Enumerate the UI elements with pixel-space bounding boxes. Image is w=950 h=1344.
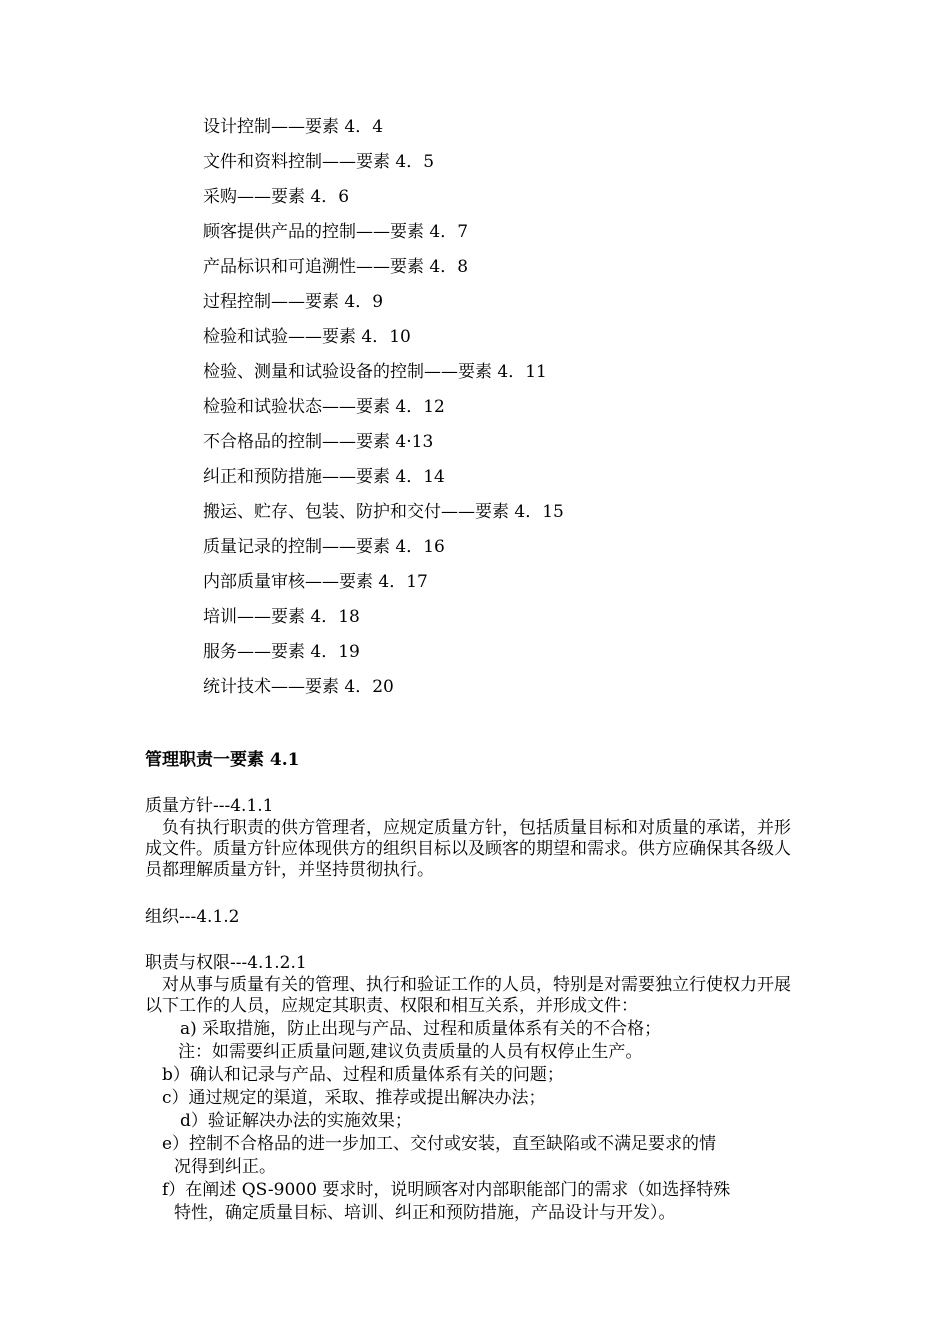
quality-policy-paragraph [145, 818, 805, 881]
responsibility-heading: 职责与权限---4.1.2.1 [145, 953, 307, 973]
responsibility-paragraph [145, 975, 805, 1017]
list-item: 不合格品的控制——要素 4·13 [203, 432, 434, 452]
list-item-b: b）确认和记录与产品、过程和质量体系有关的问题； [162, 1065, 564, 1085]
list-item: 顾客提供产品的控制——要素 4．7 [203, 222, 469, 242]
list-item: 培训——要素 4．18 [203, 607, 360, 627]
list-item: 检验和试验状态——要素 4．12 [203, 397, 445, 417]
list-item: 产品标识和可追溯性——要素 4．8 [203, 257, 469, 277]
section-title: 管理职责一要素 4.1 [145, 750, 300, 770]
element-list [203, 113, 564, 708]
list-item: 过程控制——要素 4．9 [203, 292, 384, 312]
list-item-f: f）在阐述 QS-9000 要求时，说明顾客对内部职能部门的需求（如选择特殊 [162, 1180, 731, 1200]
list-item: 采购——要素 4．6 [203, 187, 350, 207]
list-item-e-continued: 况得到纠正。 [174, 1157, 276, 1177]
note-text: 注：如需要纠正质量问题,建议负责质量的人员有权停止生产。 [178, 1042, 643, 1062]
list-item: 检验、测量和试验设备的控制——要素 4．11 [203, 362, 547, 382]
list-item-e: e）控制不合格品的进一步加工、交付或安装，直至缺陷或不满足要求的情 [162, 1134, 717, 1154]
list-item-d: d）验证解决办法的实施效果； [180, 1111, 412, 1131]
list-item-f-continued: 特性，确定质量目标、培训、纠正和预防措施，产品设计与开发）。 [174, 1203, 676, 1223]
list-item: 内部质量审核——要素 4．17 [203, 572, 428, 592]
list-item-c: c）通过规定的渠道，采取、推荐或提出解决办法； [162, 1088, 546, 1108]
organization-heading: 组织---4.1.2 [145, 907, 240, 927]
list-item: 设计控制——要素 4．4 [203, 117, 384, 137]
list-item: 搬运、贮存、包装、防护和交付——要素 4．15 [203, 502, 564, 522]
quality-policy-text: 负有执行职责的供方管理者，应规定质量方针，包括质量目标和对质量的承诺，并形成文件。质量方针应体现供方的组织目标以及顾客的期望和需求。供方应确保其各级人员都理解质量方针，并坚持贯彻执行。 [145, 818, 791, 880]
list-item: 文件和资料控制——要素 4．5 [203, 152, 435, 172]
list-item: 纠正和预防措施——要素 4．14 [203, 467, 445, 487]
list-item: 统计技术——要素 4．20 [203, 677, 394, 697]
quality-policy-heading: 质量方针---4.1.1 [145, 796, 274, 816]
list-item: 服务——要素 4．19 [203, 642, 360, 662]
list-item: 质量记录的控制——要素 4．16 [203, 537, 445, 557]
responsibility-text: 对从事与质量有关的管理、执行和验证工作的人员，特别是对需要独立行使权力开展以下工作的人员，应规定其职责、权限和相互关系，并形成文件： [145, 975, 791, 1016]
list-item-a: a) 采取措施，防止出现与产品、过程和质量体系有关的不合格； [180, 1019, 662, 1039]
list-item: 检验和试验——要素 4．10 [203, 327, 411, 347]
